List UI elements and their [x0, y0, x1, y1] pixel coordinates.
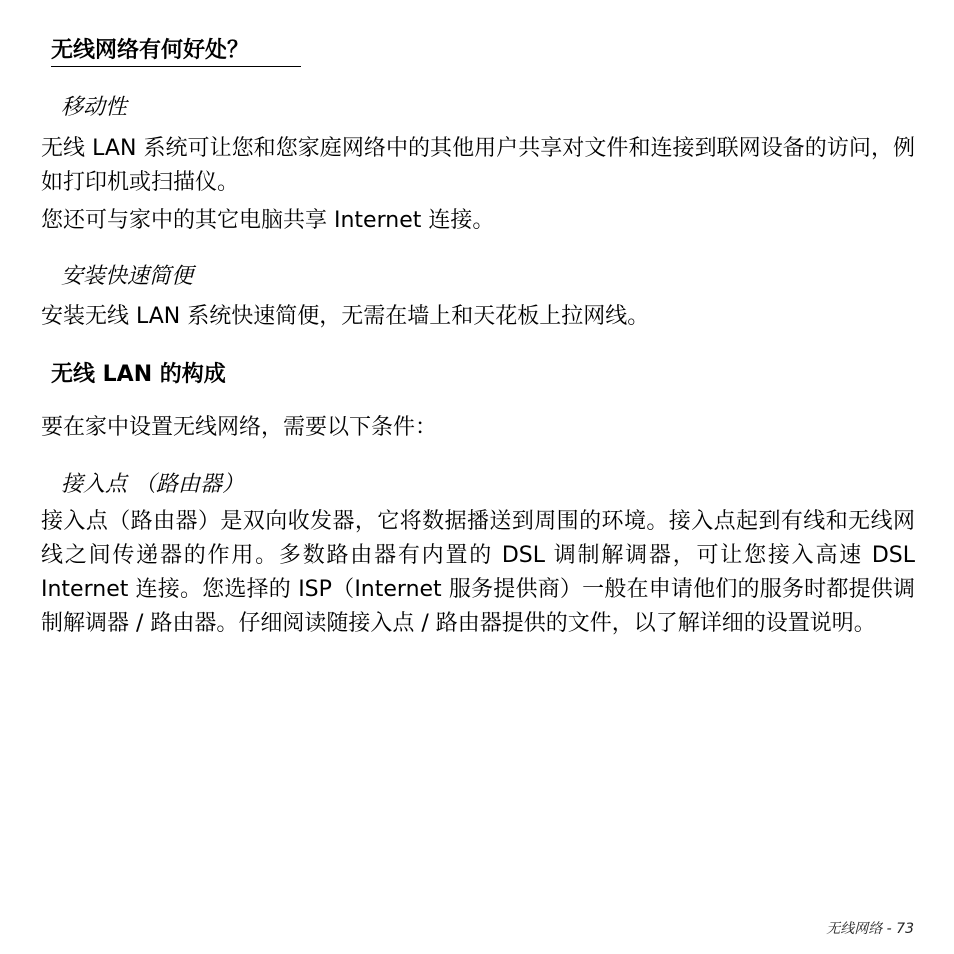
paragraph-components-intro: 要在家中设置无线网络，需要以下条件：	[41, 415, 438, 440]
subheading-install: 安装快速简便	[61, 264, 194, 289]
paragraph-mobility-2: 您还可与家中的其它电脑共享 Internet 连接。	[41, 208, 495, 233]
paragraph-install-1: 安装无线 LAN 系统快速简便，无需在墙上和天花板上拉网线。	[41, 304, 650, 329]
subheading-mobility: 移动性	[61, 95, 128, 120]
page-footer: 无线网络 - 73	[826, 921, 914, 937]
section-heading-components: 无线 LAN 的构成	[51, 362, 226, 387]
subheading-access-point: 接入点 （路由器）	[61, 472, 244, 497]
paragraph-access-point-1: 接入点（路由器）是双向收发器，它将数据播送到周围的环境。接入点起到有线和无线网线之间传递器的作用。多数路由器有内置的 DSL 调制解调器，可让您接入高速 DSL Internet 连接。您选择的 ISP（Internet 服务提供商）一般在申请他们的服务时都提供调制解调器 / 路由器。仔细阅读随接入点 / 路由器提供的文件，以了解详细的设置说明。	[41, 509, 915, 636]
paragraph-mobility-1: 无线 LAN 系统可让您和您家庭网络中的其他用户共享对文件和连接到联网设备的访问，例如打印机或扫描仪。	[41, 136, 915, 195]
section-heading-benefits: 无线网络有何好处？	[51, 37, 301, 67]
